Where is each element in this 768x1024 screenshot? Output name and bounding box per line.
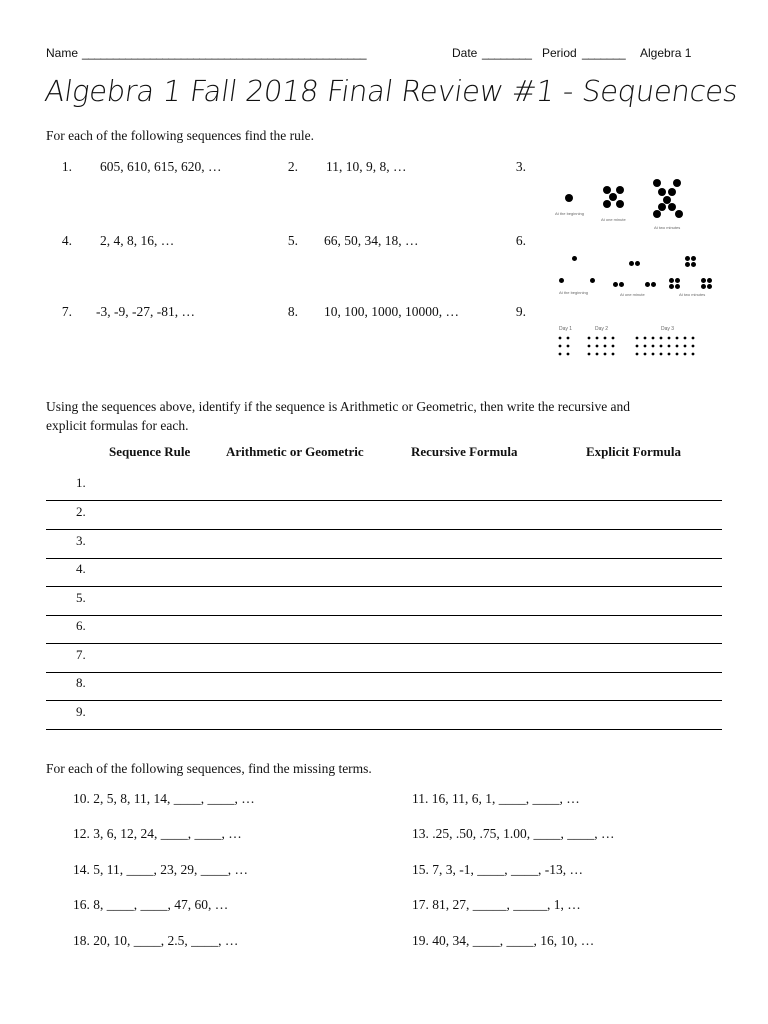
date-label: Date bbox=[452, 46, 478, 60]
list-item: 16. 8, ____, ____, 47, 60, … bbox=[73, 897, 229, 912]
column-header-recursive: Recursive Formula bbox=[411, 444, 518, 459]
page-title: Algebra 1 Fall 2018 Final Review #1 - Sequences bbox=[42, 74, 741, 108]
section3-instruction: For each of the following sequences, find the missing terms. bbox=[46, 761, 372, 776]
figure-3-dot-pattern: At the beginning At one minute At two minutes bbox=[553, 176, 703, 232]
list-item: 18. 20, 10, ____, 2.5, ____, … bbox=[73, 933, 239, 948]
dot-grid-svg bbox=[553, 324, 713, 362]
course-label: Algebra 1 bbox=[640, 46, 692, 60]
list-item: 11. 16, 11, 6, 1, ____, ____, … bbox=[412, 791, 580, 806]
list-item: 14. 5, 11, ____, 23, 29, ____, … bbox=[73, 862, 248, 877]
list-item: 10. 2, 5, 8, 11, 14, ____, ____, … bbox=[73, 791, 255, 806]
column-header-sequence-rule: Sequence Rule bbox=[109, 444, 191, 459]
table-row[interactable]: 7. bbox=[46, 644, 722, 673]
list-item: 15. 7, 3, -1, ____, ____, -13, … bbox=[412, 862, 583, 877]
period-label: Period bbox=[542, 46, 577, 60]
table-row[interactable]: 6. bbox=[46, 615, 722, 644]
name-field[interactable]: ______________________________________________ bbox=[82, 46, 366, 60]
table-row[interactable]: 5. bbox=[46, 587, 722, 616]
column-header-explicit: Explicit Formula bbox=[586, 444, 681, 459]
table-row[interactable]: 4. bbox=[46, 558, 722, 587]
table-row[interactable]: 1. bbox=[46, 472, 722, 501]
section2-instruction: Using the sequences above, identify if the sequence is Arithmetic or Geometric, then write the recursive and explicit formulas for each. bbox=[46, 399, 631, 433]
date-field[interactable]: ________ bbox=[482, 46, 532, 60]
figure-6-dot-pattern: At the beginning At one minute At two minutes bbox=[553, 252, 718, 302]
table-row[interactable]: 8. bbox=[46, 672, 722, 701]
section1-instruction: For each of the following sequences find the rule. bbox=[46, 128, 315, 143]
table-row[interactable]: 9. bbox=[46, 701, 722, 730]
list-item: 17. 81, 27, _____, _____, 1, … bbox=[412, 897, 581, 912]
name-label: Name bbox=[46, 46, 79, 60]
list-item: 13. .25, .50, .75, 1.00, ____, ____, … bbox=[412, 826, 615, 841]
list-item: 12. 3, 6, 12, 24, ____, ____, … bbox=[73, 826, 242, 841]
list-item: 19. 40, 34, ____, ____, 16, 10, … bbox=[412, 933, 595, 948]
period-field[interactable]: _______ bbox=[582, 46, 626, 60]
figure-9-dot-grid: Day 1 Day 2 Day 3 bbox=[553, 324, 713, 362]
table-row[interactable]: 2. bbox=[46, 501, 722, 530]
column-header-arith-geo: Arithmetic or Geometric bbox=[226, 444, 364, 459]
table-row[interactable]: 3. bbox=[46, 530, 722, 559]
